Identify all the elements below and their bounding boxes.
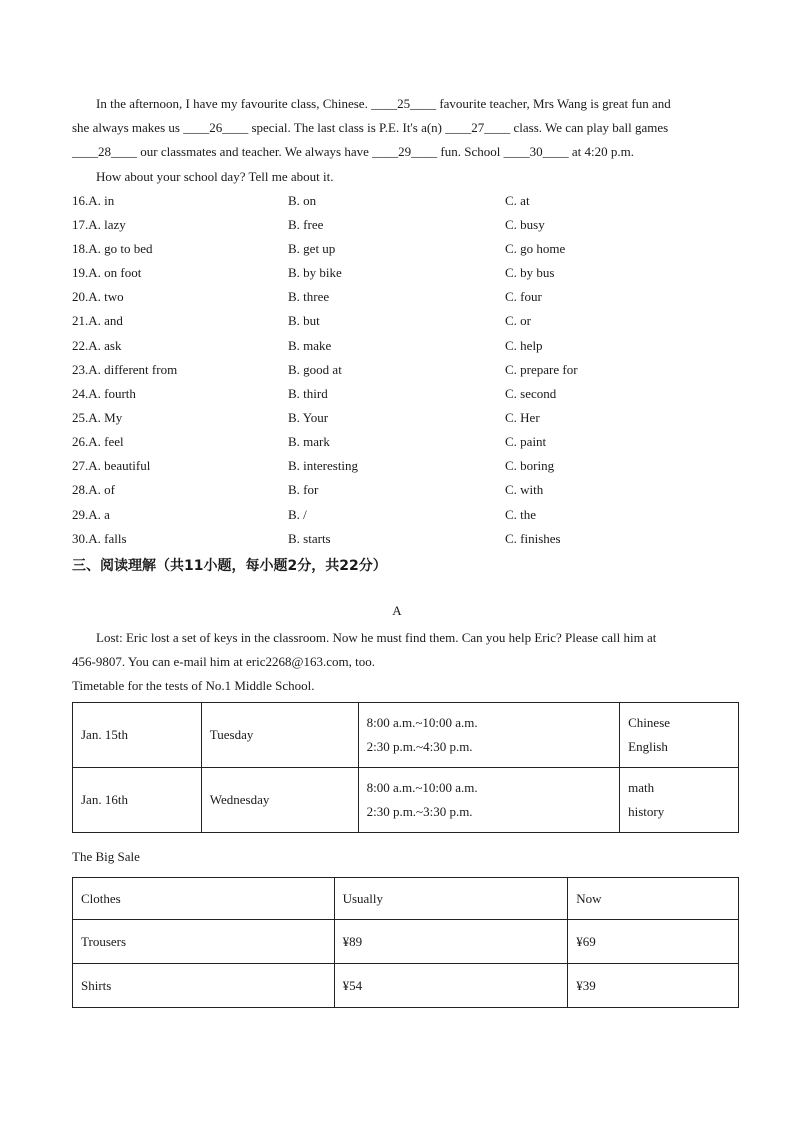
- option-b: B. by bike: [288, 265, 342, 280]
- option-b: B. on: [288, 193, 317, 208]
- option-a: 21.A. and: [72, 313, 123, 328]
- date-cell: Jan. 15th: [73, 703, 202, 768]
- option-b: B. get up: [288, 241, 336, 256]
- option-c: C. paint: [505, 434, 547, 449]
- option-c: C. Her: [505, 410, 540, 425]
- subject: Chinese: [628, 715, 671, 730]
- table-row: [73, 703, 739, 768]
- option-b: B. but: [288, 313, 320, 328]
- option-a: 18.A. go to bed: [72, 241, 153, 256]
- option-c: C. at: [505, 193, 530, 208]
- date-cell: Jan. 16th: [73, 768, 202, 833]
- timetable-caption: Timetable for the tests of No.1 Middle School.: [72, 678, 315, 693]
- header-now: Now: [568, 878, 739, 920]
- option-a: 16.A. in: [72, 193, 115, 208]
- subject-cell: [620, 768, 739, 833]
- time-cell: [358, 703, 620, 768]
- subject: history: [628, 804, 665, 819]
- subject: English: [628, 739, 668, 754]
- option-b: B. Your: [288, 410, 329, 425]
- option-a: 24.A. fourth: [72, 386, 136, 401]
- day-cell: Wednesday: [201, 768, 358, 833]
- option-b: B. free: [288, 217, 324, 232]
- lost-notice-line-2: 456-9807. You can e-mail him at eric2268@163.com, too.: [72, 654, 375, 669]
- option-a: 23.A. different from: [72, 362, 178, 377]
- option-c: C. second: [505, 386, 557, 401]
- option-c: C. the: [505, 507, 537, 522]
- option-a: 17.A. lazy: [72, 217, 126, 232]
- option-a: 22.A. ask: [72, 338, 122, 353]
- now-price-cell: ¥39: [568, 964, 739, 1008]
- day-cell: Tuesday: [201, 703, 358, 768]
- table-row: [73, 964, 739, 1008]
- subject: math: [628, 780, 655, 795]
- option-a: 20.A. two: [72, 289, 124, 304]
- option-c: C. or: [505, 313, 531, 328]
- option-c: C. prepare for: [505, 362, 578, 377]
- option-c: C. four: [505, 289, 542, 304]
- option-a: 29.A. a: [72, 507, 110, 522]
- usual-price-cell: ¥89: [334, 920, 568, 964]
- part-label: A: [392, 603, 402, 618]
- sale-caption: The Big Sale: [72, 849, 140, 864]
- sale-table: [72, 877, 739, 1008]
- subject-cell: [620, 703, 739, 768]
- option-a: 25.A. My: [72, 410, 123, 425]
- option-b: B. mark: [288, 434, 330, 449]
- table-header-row: [73, 878, 739, 920]
- option-c: C. by bus: [505, 265, 555, 280]
- item-cell: Shirts: [73, 964, 335, 1008]
- time-slot: 2:30 p.m.~4:30 p.m.: [366, 739, 473, 754]
- passage-line-4: How about your school day? Tell me about it.: [96, 169, 334, 184]
- now-price-cell: ¥69: [568, 920, 739, 964]
- option-a: 19.A. on foot: [72, 265, 142, 280]
- option-c: C. go home: [505, 241, 566, 256]
- passage-line-1: In the afternoon, I have my favourite class, Chinese. ____25____ favourite teacher, Mrs Wang is great fun and: [96, 96, 671, 111]
- option-b: B. good at: [288, 362, 342, 377]
- option-b: B. starts: [288, 531, 331, 546]
- option-c: C. boring: [505, 458, 555, 473]
- option-b: B. three: [288, 289, 330, 304]
- timetable: [72, 702, 739, 833]
- option-c: C. help: [505, 338, 543, 353]
- time-slot: 2:30 p.m.~3:30 p.m.: [366, 804, 473, 819]
- table-row: [73, 920, 739, 964]
- time-cell: [358, 768, 620, 833]
- item-cell: Trousers: [73, 920, 335, 964]
- option-b: B. interesting: [288, 458, 359, 473]
- header-usually: Usually: [334, 878, 568, 920]
- option-a: 27.A. beautiful: [72, 458, 151, 473]
- option-a: 28.A. of: [72, 482, 115, 497]
- time-slot: 8:00 a.m.~10:00 a.m.: [366, 780, 478, 795]
- option-b: B. third: [288, 386, 328, 401]
- option-c: C. with: [505, 482, 544, 497]
- option-b: B. for: [288, 482, 319, 497]
- option-c: C. busy: [505, 217, 545, 232]
- usual-price-cell: ¥54: [334, 964, 568, 1008]
- option-b: B. /: [288, 507, 307, 522]
- section-title: 三、阅读理解（共11小题，每小题2分，共22分）: [72, 558, 387, 574]
- option-b: B. make: [288, 338, 332, 353]
- time-slot: 8:00 a.m.~10:00 a.m.: [366, 715, 478, 730]
- passage-line-3: ____28____ our classmates and teacher. We always have ____29____ fun. School ____30____ at 4:20 p.m.: [72, 144, 634, 159]
- passage-line-2: she always makes us ____26____ special. The last class is P.E. It's a(n) ____27____ class. We can play ball games: [72, 120, 669, 135]
- table-row: [73, 768, 739, 833]
- option-c: C. finishes: [505, 531, 561, 546]
- option-a: 26.A. feel: [72, 434, 124, 449]
- lost-notice-line-1: Lost: Eric lost a set of keys in the classroom. Now he must find them. Can you help Eric? Please call him at: [96, 630, 657, 645]
- option-a: 30.A. falls: [72, 531, 127, 546]
- header-clothes: Clothes: [73, 878, 335, 920]
